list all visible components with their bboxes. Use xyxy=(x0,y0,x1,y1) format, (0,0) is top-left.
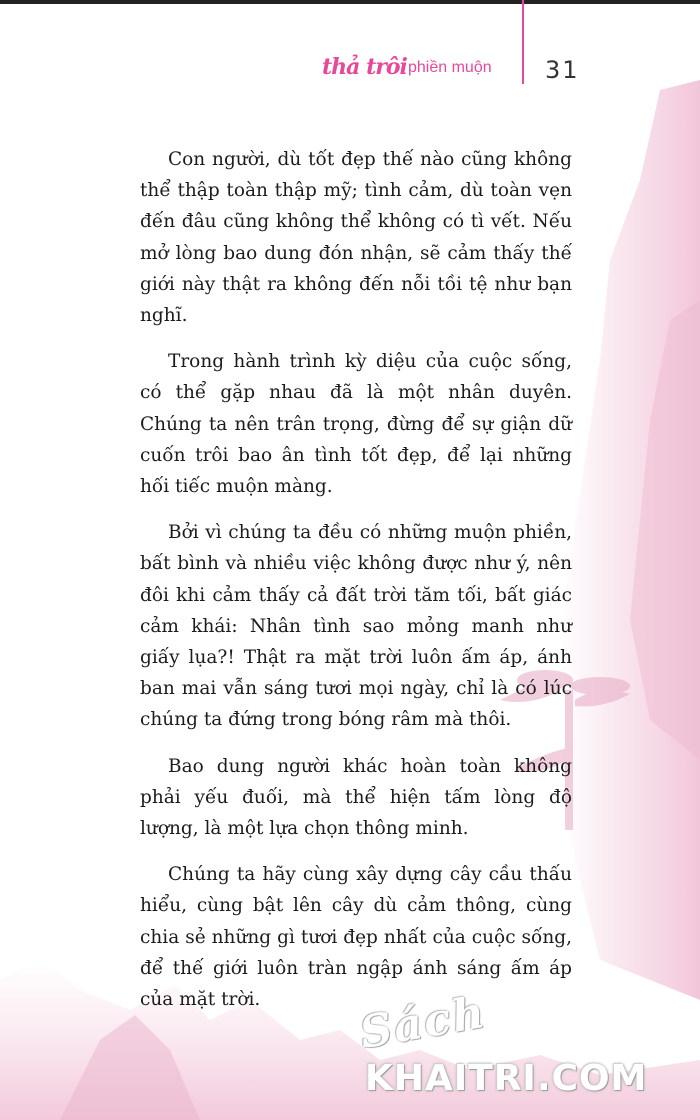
book-title-logo: thả trôi xyxy=(322,54,407,80)
paragraph-5: Chúng ta hãy cùng xây dựng cây cầu thấu hiểu, cùng bật lên cây dù cảm thông, cùng chia sẻ những gì tươi đẹp nhất của cuộc sống, để thế giới luôn tràn ngập ánh sáng ấm áp của mặt trời. xyxy=(140,864,572,1011)
watermark-text: KHAITRI.COM xyxy=(365,1058,648,1099)
page-number: 31 xyxy=(545,56,580,84)
watermark xyxy=(356,986,695,1118)
watermark-script: Sách xyxy=(356,986,491,1059)
paragraph-4: Bao dung người khác hoàn toàn không phải yếu đuối, mà thể hiện tấm lòng độ lượng, là một lựa chọn thông minh. xyxy=(140,755,572,840)
paragraph-3: Bởi vì chúng ta đều có những muộn phiền, bất bình và nhiều việc không được như ý, nên đôi khi cảm thấy cả đất trời tăm tối, bất giác cảm khái: Nhân tình sao mỏng manh như giấy lụa?! Thật ra mặt trời luôn ấm áp, ánh ban mai vẫn sáng tươi mọi ngày, chỉ là có lúc chúng ta đứng trong bóng râm mà thôi. xyxy=(140,522,572,731)
header-divider xyxy=(522,0,524,84)
running-header xyxy=(300,44,700,84)
body-text xyxy=(140,144,572,1030)
paragraph-2: Trong hành trình kỳ diệu của cuộc sống, có thể gặp nhau đã là một nhân duyên. Chúng ta nên trân trọng, đừng để sự giận dữ cuốn trôi bao ân tình tốt đẹp, để lại những hối tiếc muộn màng. xyxy=(140,351,572,498)
paragraph-1: Con người, dù tốt đẹp thế nào cũng không thể thập toàn thập mỹ; tình cảm, dù toàn vẹn đến đâu cũng không thể không có tì vết. Nếu mở lòng bao dung đón nhận, sẽ cảm thấy thế giới này thật ra không đến nỗi tồi tệ như bạn nghĩ. xyxy=(140,149,572,327)
book-subtitle: phiền muộn xyxy=(408,59,492,76)
